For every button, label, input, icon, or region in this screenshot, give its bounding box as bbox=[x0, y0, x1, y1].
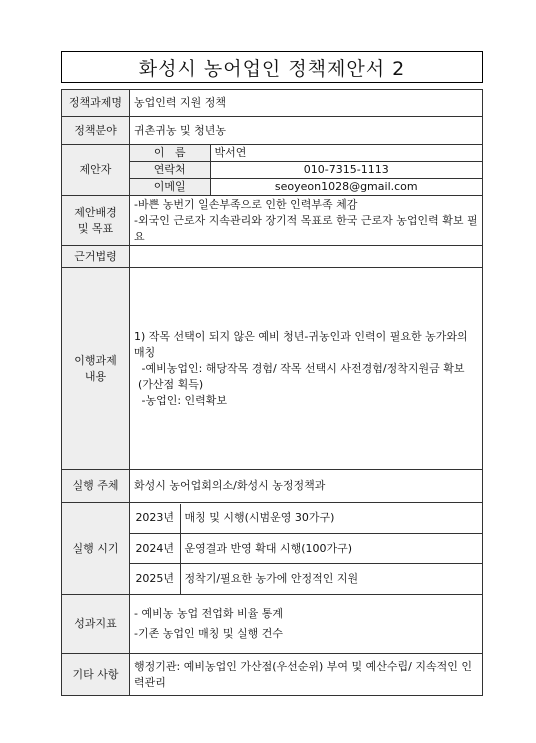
kpi-line: - 예비농 농업 전업화 비율 통계 bbox=[134, 607, 283, 620]
policy-field-label: 정책분야 bbox=[62, 117, 130, 145]
row-policy-title bbox=[62, 90, 483, 117]
policy-title-label: 정책과제명 bbox=[62, 90, 130, 117]
executor-value: 화성시 농어업회의소/화성시 농정정책과 bbox=[130, 470, 483, 503]
kpi-label: 성과지표 bbox=[62, 595, 130, 654]
proposer-info-table bbox=[130, 145, 482, 195]
phone-label: 연락처 bbox=[130, 162, 210, 179]
schedule-row bbox=[130, 564, 482, 594]
phone-value: 010-7315-1113 bbox=[210, 162, 482, 179]
schedule-text: 정착기/필요한 농가에 안정적인 지원 bbox=[180, 564, 482, 594]
background-value bbox=[130, 196, 483, 246]
row-law bbox=[62, 246, 483, 268]
background-line: -외국인 근로자 지속관리와 장기적 목표로 한국 근로자 농업인력 확보 필요 bbox=[134, 213, 478, 243]
row-etc bbox=[62, 654, 483, 696]
schedule-label: 실행 시기 bbox=[62, 503, 130, 595]
etc-label: 기타 사항 bbox=[62, 654, 130, 696]
policy-field-value: 귀촌귀농 및 청년농 bbox=[130, 117, 483, 145]
email-label: 이메일 bbox=[130, 179, 210, 196]
schedule-row bbox=[130, 504, 482, 534]
background-label: 제안배경 및 목표 bbox=[62, 196, 130, 246]
row-kpi bbox=[62, 595, 483, 654]
background-line: -바쁜 농번기 일손부족으로 인한 인력부족 체감 bbox=[134, 197, 358, 211]
row-executor bbox=[62, 470, 483, 503]
content-label: 이행과제 내용 bbox=[62, 268, 130, 470]
content-line: -농업인: 인력확보 bbox=[138, 393, 228, 407]
proposer-label: 제안자 bbox=[62, 145, 130, 196]
kpi-value bbox=[130, 595, 483, 654]
policy-title-value: 농업인력 지원 정책 bbox=[130, 90, 483, 117]
row-policy-field bbox=[62, 117, 483, 145]
content-line: -예비농업인: 해당작목 경험/ 작목 선택시 사전경험/정착지원금 확보(가산점 획득) bbox=[138, 361, 465, 391]
email-value: seoyeon1028@gmail.com bbox=[210, 179, 482, 196]
row-content bbox=[62, 268, 483, 470]
kpi-line: -기존 농업인 매칭 및 실행 건수 bbox=[134, 627, 283, 640]
document-title: 화성시 농어업인 정책제안서 2 bbox=[61, 51, 483, 83]
row-background bbox=[62, 196, 483, 246]
content-value bbox=[130, 268, 483, 470]
schedule-row bbox=[130, 534, 482, 564]
schedule-text: 운영결과 반영 확대 시행(100가구) bbox=[180, 534, 482, 564]
schedule-year: 2023년 bbox=[130, 504, 180, 534]
content-line: 1) 작목 선택이 되지 않은 예비 청년-귀농인과 인력이 필요한 농가와의 매칭 bbox=[134, 329, 468, 359]
proposal-form-table bbox=[61, 89, 483, 696]
name-value: 박서연 bbox=[210, 145, 482, 162]
row-proposer bbox=[62, 145, 483, 196]
law-value bbox=[130, 246, 483, 268]
schedule-table bbox=[130, 504, 482, 594]
name-label: 이 름 bbox=[130, 145, 210, 162]
schedule-text: 매칭 및 시행(시범운영 30가구) bbox=[180, 504, 482, 534]
schedule-year: 2025년 bbox=[130, 564, 180, 594]
law-label: 근거법령 bbox=[62, 246, 130, 268]
executor-label: 실행 주체 bbox=[62, 470, 130, 503]
etc-value: 행정기관: 예비농업인 가산점(우선순위) 부여 및 예산수립/ 지속적인 인력관리 bbox=[130, 654, 483, 696]
row-schedule bbox=[62, 503, 483, 595]
schedule-year: 2024년 bbox=[130, 534, 180, 564]
